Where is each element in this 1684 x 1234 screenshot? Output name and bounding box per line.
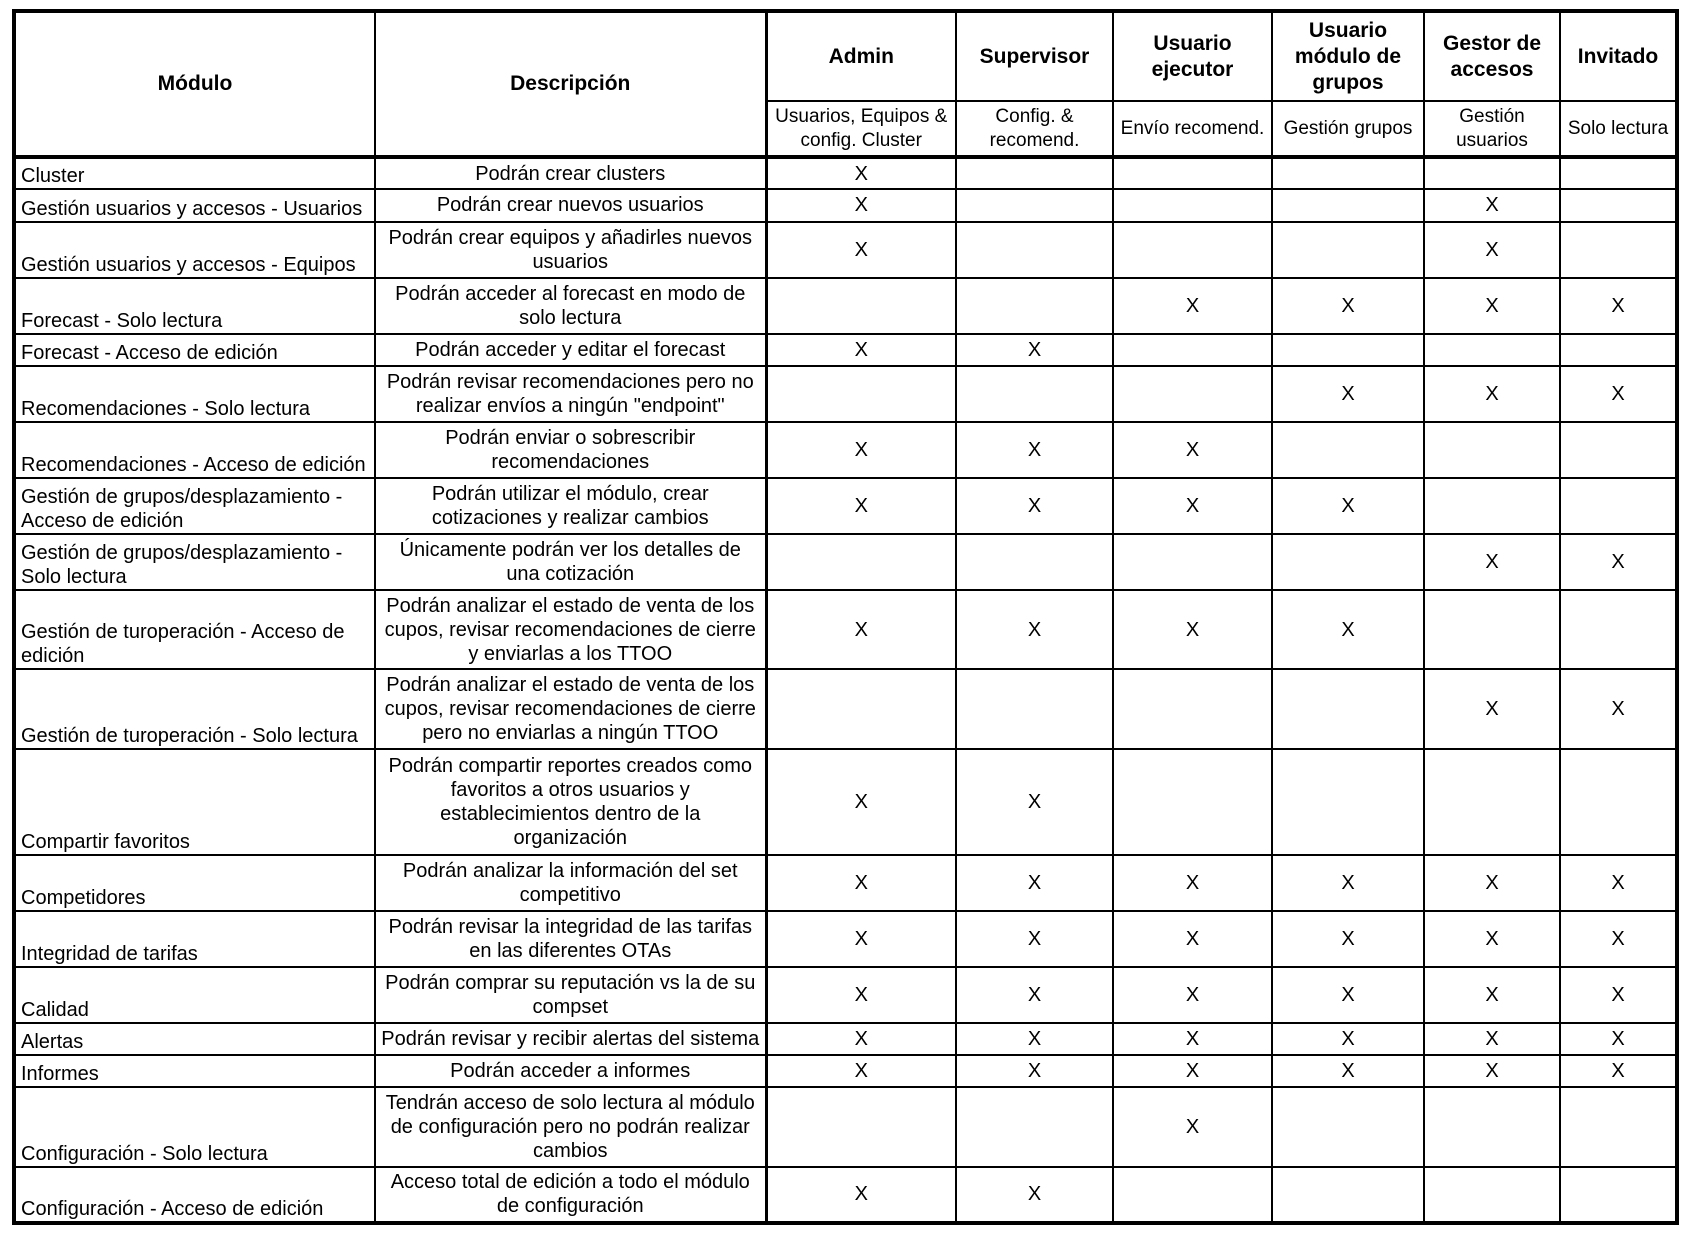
cell-modulo: Informes: [14, 1055, 375, 1087]
permissions-table-frame: [12, 9, 1675, 1225]
cell-permission-mark: X: [1424, 1055, 1560, 1087]
cell-modulo: Forecast - Acceso de edición: [14, 334, 375, 366]
cell-permission-mark: X: [766, 478, 956, 534]
cell-modulo: Gestión usuarios y accesos - Usuarios: [14, 189, 375, 221]
column-header-role-gestor-accesos: Gestor de accesos: [1424, 11, 1560, 101]
cell-permission-mark: [1113, 157, 1272, 189]
cell-permission-mark: [1424, 1167, 1560, 1223]
cell-modulo: Gestión de turoperación - Solo lectura: [14, 669, 375, 749]
cell-permission-mark: X: [1272, 855, 1424, 911]
column-header-modulo: Módulo: [14, 11, 375, 157]
cell-permission-mark: X: [766, 189, 956, 221]
cell-modulo: Compartir favoritos: [14, 749, 375, 855]
cell-permission-mark: X: [1272, 278, 1424, 334]
cell-permission-mark: [1113, 669, 1272, 749]
cell-permission-mark: [1113, 366, 1272, 422]
cell-permission-mark: X: [956, 422, 1113, 478]
cell-modulo: Gestión de turoperación - Acceso de edición: [14, 590, 375, 670]
cell-permission-mark: [1272, 189, 1424, 221]
cell-permission-mark: X: [956, 334, 1113, 366]
cell-permission-mark: [1424, 478, 1560, 534]
permissions-table: [12, 9, 1679, 1225]
cell-permission-mark: [1424, 157, 1560, 189]
role-subtitle-usuario-modulo-grupos: Gestión grupos: [1272, 101, 1424, 157]
cell-modulo: Forecast - Solo lectura: [14, 278, 375, 334]
cell-permission-mark: X: [1424, 222, 1560, 278]
table-row: [14, 222, 1677, 278]
column-header-descripcion: Descripción: [375, 11, 766, 157]
role-subtitle-gestor-accesos: Gestión usuarios: [1424, 101, 1560, 157]
cell-permission-mark: X: [766, 157, 956, 189]
cell-permission-mark: [1560, 157, 1677, 189]
cell-descripcion: Podrán enviar o sobrescribir recomendaciones: [375, 422, 766, 478]
cell-permission-mark: X: [1424, 967, 1560, 1023]
cell-permission-mark: X: [956, 1023, 1113, 1055]
table-row: [14, 967, 1677, 1023]
role-subtitle-admin: Usuarios, Equipos & config. Cluster: [766, 101, 956, 157]
cell-permission-mark: [1272, 334, 1424, 366]
cell-permission-mark: X: [1560, 669, 1677, 749]
cell-descripcion: Podrán analizar el estado de venta de los cupos, revisar recomendaciones de cierre y enviarlas a los TTOO: [375, 590, 766, 670]
table-row: [14, 366, 1677, 422]
cell-descripcion: Podrán acceder y editar el forecast: [375, 334, 766, 366]
column-header-role-admin: Admin: [766, 11, 956, 101]
cell-modulo: Calidad: [14, 967, 375, 1023]
cell-permission-mark: X: [1272, 967, 1424, 1023]
cell-permission-mark: [1113, 1167, 1272, 1223]
cell-permission-mark: [1424, 334, 1560, 366]
table-row: [14, 422, 1677, 478]
cell-permission-mark: [1560, 222, 1677, 278]
cell-permission-mark: [1560, 422, 1677, 478]
cell-descripcion: Acceso total de edición a todo el módulo de configuración: [375, 1167, 766, 1223]
cell-permission-mark: X: [1113, 855, 1272, 911]
cell-permission-mark: X: [1560, 1055, 1677, 1087]
cell-permission-mark: [1113, 222, 1272, 278]
cell-permission-mark: X: [1113, 590, 1272, 670]
cell-permission-mark: X: [1560, 911, 1677, 967]
cell-permission-mark: X: [1424, 911, 1560, 967]
cell-permission-mark: [1560, 478, 1677, 534]
column-header-role-usuario-modulo-grupos: Usuario módulo de grupos: [1272, 11, 1424, 101]
table-header: [14, 11, 1677, 157]
cell-modulo: Cluster: [14, 157, 375, 189]
role-subtitle-invitado: Solo lectura: [1560, 101, 1677, 157]
role-subtitle-usuario-ejecutor: Envío recomend.: [1113, 101, 1272, 157]
cell-permission-mark: X: [1113, 1055, 1272, 1087]
cell-permission-mark: [1272, 157, 1424, 189]
table-row: [14, 534, 1677, 590]
cell-descripcion: Tendrán acceso de solo lectura al módulo de configuración pero no podrán realizar cambios: [375, 1087, 766, 1167]
table-row: [14, 749, 1677, 855]
cell-permission-mark: X: [1424, 1023, 1560, 1055]
cell-permission-mark: X: [1113, 967, 1272, 1023]
column-header-role-invitado: Invitado: [1560, 11, 1677, 101]
cell-permission-mark: X: [1272, 366, 1424, 422]
cell-modulo: Integridad de tarifas: [14, 911, 375, 967]
cell-permission-mark: X: [956, 1055, 1113, 1087]
cell-permission-mark: X: [1560, 534, 1677, 590]
cell-permission-mark: [1113, 189, 1272, 221]
cell-permission-mark: [1113, 334, 1272, 366]
cell-permission-mark: [766, 366, 956, 422]
cell-descripcion: Podrán crear clusters: [375, 157, 766, 189]
cell-descripcion: Podrán crear nuevos usuarios: [375, 189, 766, 221]
cell-descripcion: Podrán crear equipos y añadirles nuevos usuarios: [375, 222, 766, 278]
cell-permission-mark: [1272, 222, 1424, 278]
table-row: [14, 189, 1677, 221]
cell-modulo: Competidores: [14, 855, 375, 911]
cell-permission-mark: X: [956, 749, 1113, 855]
cell-descripcion: Únicamente podrán ver los detalles de una cotización: [375, 534, 766, 590]
cell-descripcion: Podrán analizar el estado de venta de los cupos, revisar recomendaciones de cierre pero no enviarlas a ningún TTOO: [375, 669, 766, 749]
cell-permission-mark: X: [766, 590, 956, 670]
cell-permission-mark: [1424, 422, 1560, 478]
cell-permission-mark: X: [1424, 278, 1560, 334]
cell-permission-mark: X: [1424, 534, 1560, 590]
cell-permission-mark: [1272, 669, 1424, 749]
cell-permission-mark: X: [1424, 855, 1560, 911]
cell-descripcion: Podrán analizar la información del set competitivo: [375, 855, 766, 911]
cell-permission-mark: X: [1272, 911, 1424, 967]
cell-modulo: Recomendaciones - Acceso de edición: [14, 422, 375, 478]
cell-permission-mark: [1424, 749, 1560, 855]
cell-permission-mark: X: [1560, 855, 1677, 911]
cell-permission-mark: [1424, 1087, 1560, 1167]
cell-permission-mark: X: [766, 1055, 956, 1087]
cell-permission-mark: [766, 669, 956, 749]
cell-descripcion: Podrán compartir reportes creados como favoritos a otros usuarios y establecimientos dentro de la organización: [375, 749, 766, 855]
cell-permission-mark: X: [956, 478, 1113, 534]
cell-permission-mark: X: [956, 855, 1113, 911]
table-row: [14, 1055, 1677, 1087]
cell-permission-mark: [956, 157, 1113, 189]
cell-permission-mark: [956, 366, 1113, 422]
cell-descripcion: Podrán revisar y recibir alertas del sistema: [375, 1023, 766, 1055]
cell-permission-mark: X: [766, 967, 956, 1023]
cell-permission-mark: [1560, 189, 1677, 221]
cell-permission-mark: X: [956, 1167, 1113, 1223]
cell-permission-mark: X: [766, 749, 956, 855]
table-body: [14, 157, 1677, 1223]
cell-permission-mark: X: [1272, 1055, 1424, 1087]
cell-permission-mark: X: [1560, 278, 1677, 334]
table-row: [14, 278, 1677, 334]
cell-permission-mark: [1272, 422, 1424, 478]
cell-descripcion: Podrán revisar la integridad de las tarifas en las diferentes OTAs: [375, 911, 766, 967]
cell-permission-mark: X: [766, 422, 956, 478]
cell-permission-mark: [1560, 1087, 1677, 1167]
cell-permission-mark: [1272, 1167, 1424, 1223]
table-row: [14, 334, 1677, 366]
cell-permission-mark: X: [1113, 1023, 1272, 1055]
table-row: [14, 911, 1677, 967]
cell-permission-mark: X: [1424, 366, 1560, 422]
table-row: [14, 478, 1677, 534]
cell-descripcion: Podrán acceder al forecast en modo de solo lectura: [375, 278, 766, 334]
cell-permission-mark: [956, 278, 1113, 334]
cell-permission-mark: [956, 222, 1113, 278]
table-row: [14, 1023, 1677, 1055]
cell-permission-mark: [766, 1087, 956, 1167]
cell-permission-mark: X: [766, 1167, 956, 1223]
cell-permission-mark: X: [766, 855, 956, 911]
cell-modulo: Alertas: [14, 1023, 375, 1055]
cell-permission-mark: [956, 1087, 1113, 1167]
cell-permission-mark: X: [1113, 422, 1272, 478]
cell-permission-mark: X: [1113, 478, 1272, 534]
cell-permission-mark: [1424, 590, 1560, 670]
cell-permission-mark: X: [766, 1023, 956, 1055]
cell-permission-mark: X: [1560, 1023, 1677, 1055]
cell-permission-mark: [956, 534, 1113, 590]
cell-permission-mark: X: [1272, 478, 1424, 534]
cell-permission-mark: X: [1113, 1087, 1272, 1167]
cell-permission-mark: [956, 189, 1113, 221]
cell-permission-mark: X: [1113, 911, 1272, 967]
cell-permission-mark: X: [1560, 366, 1677, 422]
cell-permission-mark: X: [1560, 967, 1677, 1023]
cell-permission-mark: [956, 669, 1113, 749]
table-row: [14, 1087, 1677, 1167]
cell-permission-mark: X: [956, 967, 1113, 1023]
cell-permission-mark: [766, 534, 956, 590]
cell-descripcion: Podrán comprar su reputación vs la de su compset: [375, 967, 766, 1023]
cell-modulo: Gestión de grupos/desplazamiento - Solo lectura: [14, 534, 375, 590]
role-subtitle-supervisor: Config. & recomend.: [956, 101, 1113, 157]
cell-permission-mark: [1560, 334, 1677, 366]
table-row: [14, 669, 1677, 749]
cell-permission-mark: X: [766, 911, 956, 967]
cell-permission-mark: X: [956, 911, 1113, 967]
cell-permission-mark: [1272, 1087, 1424, 1167]
cell-permission-mark: X: [766, 222, 956, 278]
cell-permission-mark: X: [766, 334, 956, 366]
cell-descripcion: Podrán revisar recomendaciones pero no realizar envíos a ningún "endpoint": [375, 366, 766, 422]
column-header-role-supervisor: Supervisor: [956, 11, 1113, 101]
cell-permission-mark: X: [1272, 590, 1424, 670]
cell-permission-mark: [1560, 590, 1677, 670]
cell-descripcion: Podrán acceder a informes: [375, 1055, 766, 1087]
table-row: [14, 855, 1677, 911]
cell-permission-mark: X: [1424, 189, 1560, 221]
cell-permission-mark: X: [956, 590, 1113, 670]
cell-permission-mark: [1113, 749, 1272, 855]
table-row: [14, 1167, 1677, 1223]
cell-permission-mark: X: [1424, 669, 1560, 749]
cell-descripcion: Podrán utilizar el módulo, crear cotizaciones y realizar cambios: [375, 478, 766, 534]
cell-modulo: Configuración - Acceso de edición: [14, 1167, 375, 1223]
cell-permission-mark: [766, 278, 956, 334]
cell-permission-mark: [1560, 749, 1677, 855]
cell-permission-mark: X: [1113, 278, 1272, 334]
cell-permission-mark: [1113, 534, 1272, 590]
cell-modulo: Configuración - Solo lectura: [14, 1087, 375, 1167]
cell-permission-mark: [1272, 749, 1424, 855]
cell-permission-mark: [1560, 1167, 1677, 1223]
cell-modulo: Gestión de grupos/desplazamiento - Acceso de edición: [14, 478, 375, 534]
cell-permission-mark: X: [1272, 1023, 1424, 1055]
table-row: [14, 157, 1677, 189]
table-row: [14, 590, 1677, 670]
cell-permission-mark: [1272, 534, 1424, 590]
column-header-role-usuario-ejecutor: Usuario ejecutor: [1113, 11, 1272, 101]
cell-modulo: Gestión usuarios y accesos - Equipos: [14, 222, 375, 278]
cell-modulo: Recomendaciones - Solo lectura: [14, 366, 375, 422]
